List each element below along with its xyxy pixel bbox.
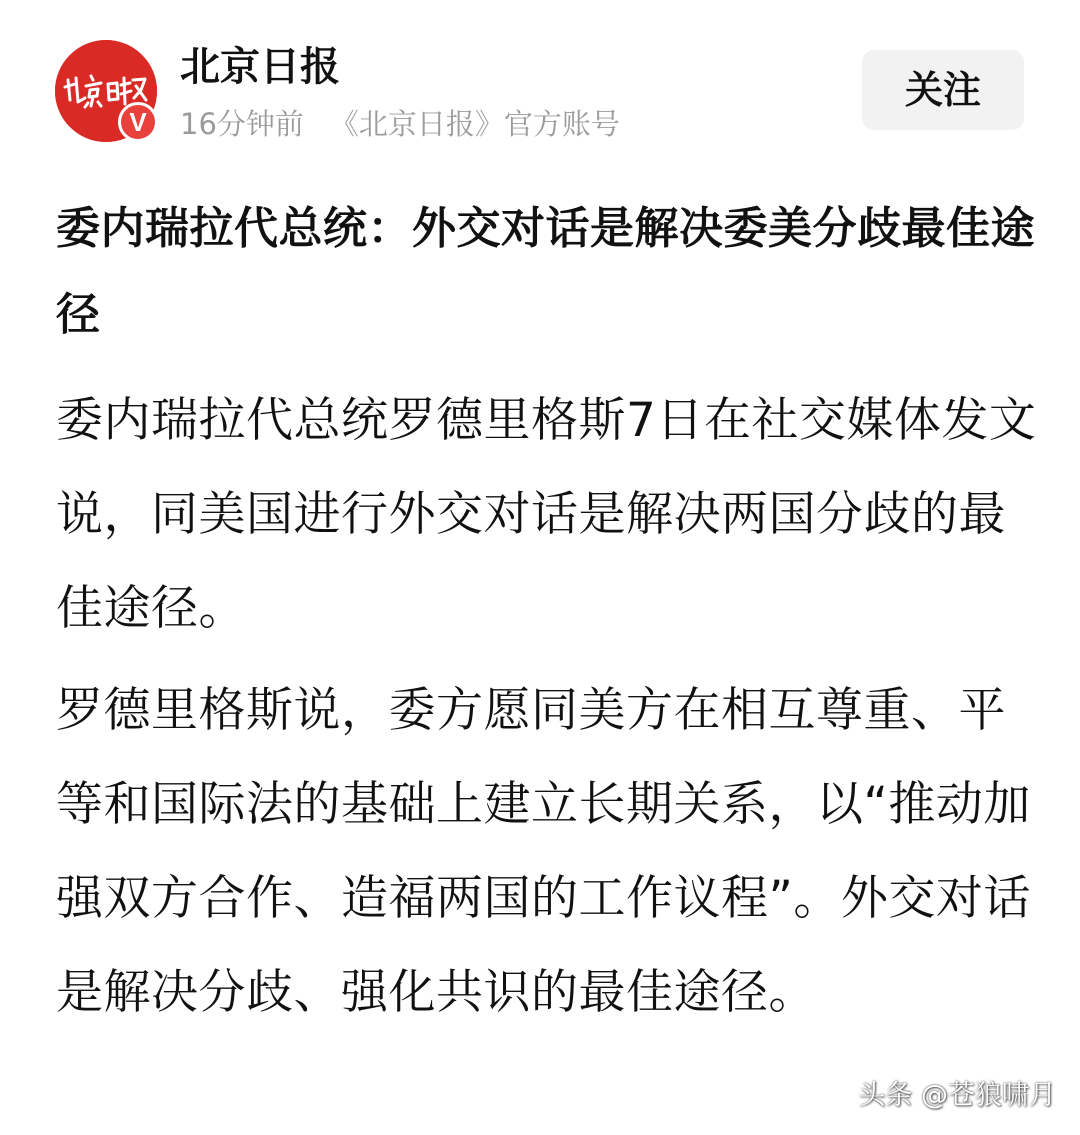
account-description: 《北京日报》官方账号 bbox=[329, 107, 620, 141]
post-header bbox=[0, 0, 1080, 160]
watermark: 头条 @苍狼啸月 bbox=[858, 1080, 1056, 1111]
account-name[interactable]: 北京日报 bbox=[180, 44, 340, 90]
article-paragraph: 罗德里格斯说，委方愿同美方在相互尊重、平等和国际法的基础上建立长期关系，以“推动加强双方合作、造福两国的工作议程”。外交对话是解决分歧、强化共识的最佳途径。 bbox=[56, 683, 1031, 1020]
article-headline: 委内瑞拉代总统：外交对话是解决委美分歧最佳途径 bbox=[56, 203, 1035, 340]
post-meta bbox=[180, 104, 620, 144]
follow-button[interactable]: 关注 bbox=[862, 50, 1024, 130]
verified-badge-icon: V bbox=[118, 102, 158, 142]
article-paragraph: 委内瑞拉代总统罗德里格斯7日在社交媒体发文说，同美国进行外交对话是解决两国分歧的最佳途径。 bbox=[56, 393, 1037, 636]
post-time: 16分钟前 bbox=[180, 107, 304, 141]
